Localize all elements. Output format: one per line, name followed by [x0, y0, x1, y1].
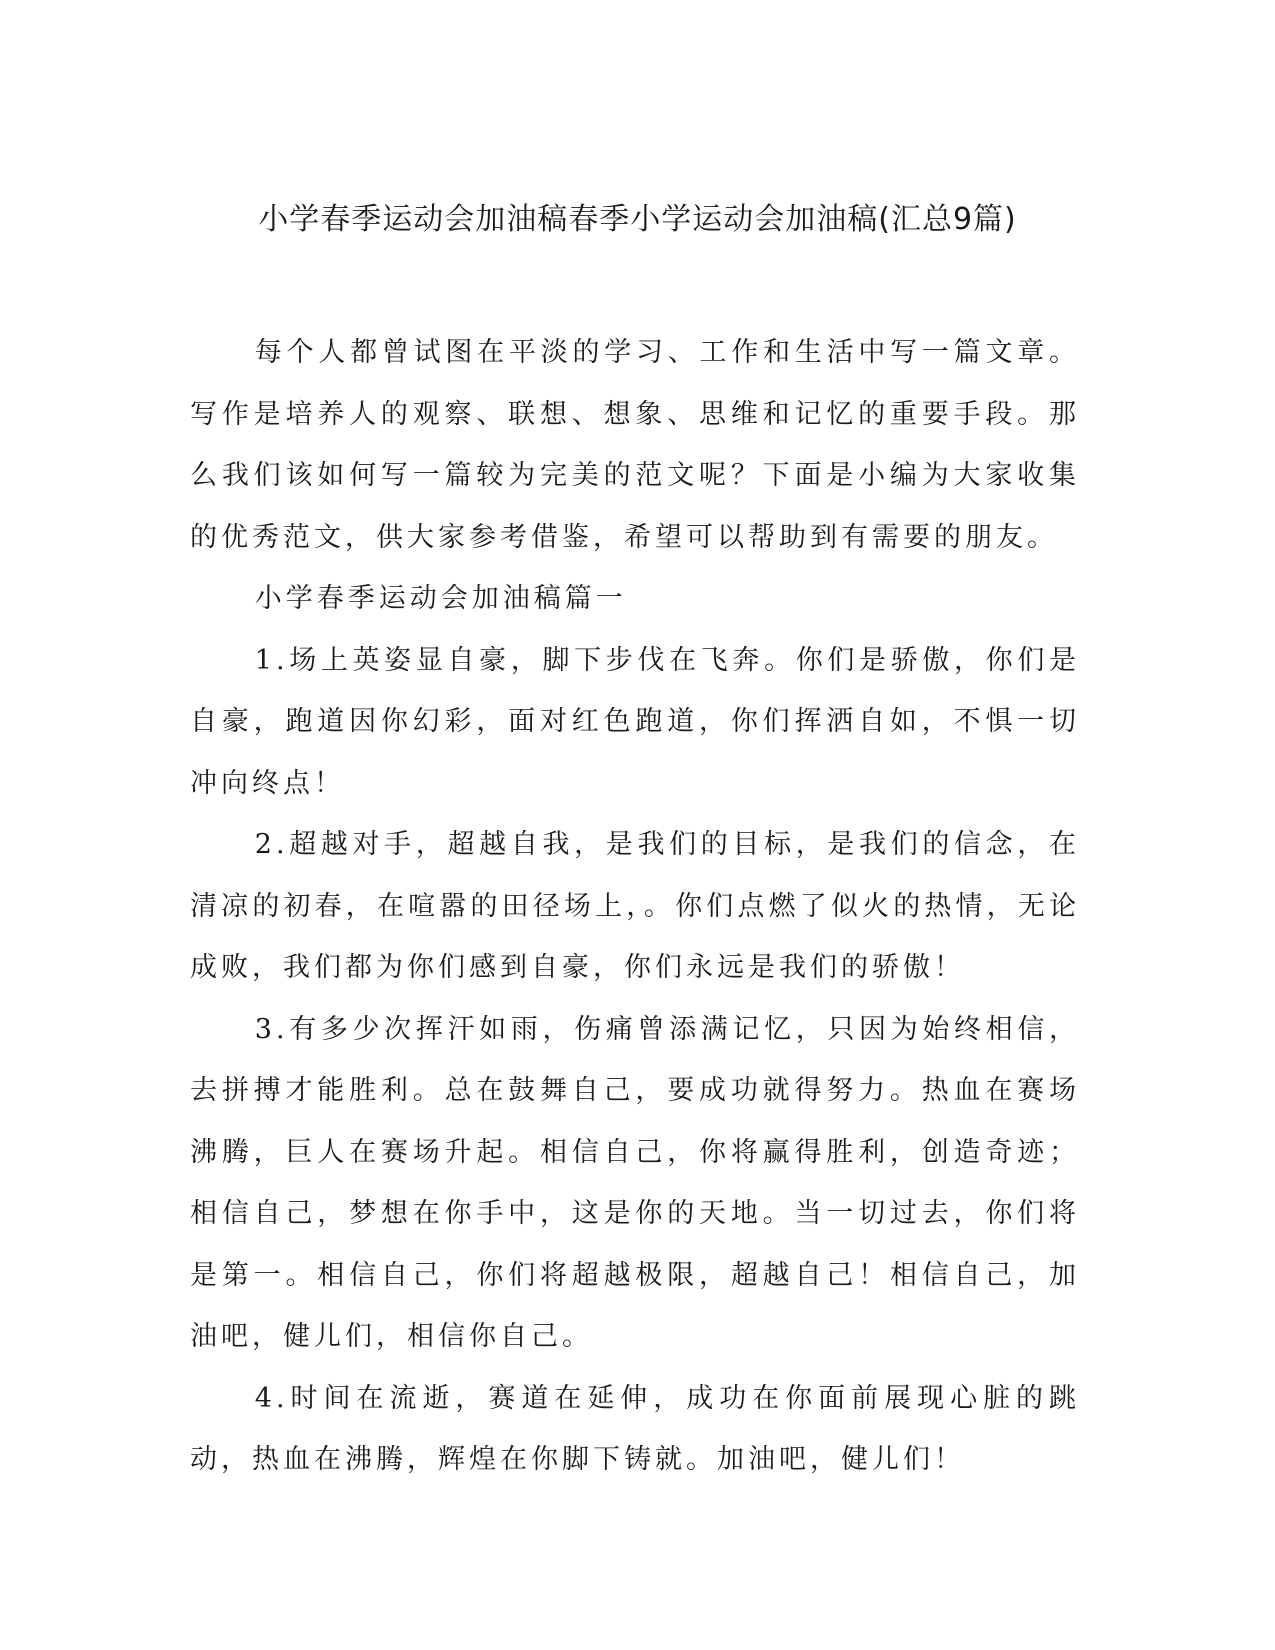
section-heading: 小学春季运动会加油稿篇一 — [254, 583, 627, 614]
cheer-paragraph-3: 3.有多少次挥汗如雨，伤痛曾添满记忆，只因为始终相信，去拼搏才能胜利。总在鼓舞自己，要成功就得努力。热血在赛场沸腾，巨人在赛场升起。相信自己，你将赢得胜利，创造奇迹；相信自己，梦想在你手中，这是你的天地。当一切过去，你们将是第一。相信自己，你们将超越极限，超越自己！相信自己，加油吧，健儿们，相信你自己。 — [190, 1013, 1080, 1352]
document-title: 小学春季运动会加油稿春季小学运动会加油稿(汇总9篇) — [258, 202, 1017, 237]
intro-paragraph: 每个人都曾试图在平淡的学习、工作和生活中写一篇文章。写作是培养人的观察、联想、想象、思维和记忆的重要手段。那么我们该如何写一篇较为完美的范文呢？下面是小编为大家收集的优秀范文，供大家参考借鉴，希望可以帮助到有需要的朋友。 — [190, 337, 1080, 553]
document-body — [190, 322, 1080, 1491]
cheer-paragraph-2: 2.超越对手，超越自我，是我们的目标，是我们的信念，在清凉的初春，在喧嚣的田径场上，。你们点燃了似火的热情，无论成败，我们都为你们感到自豪，你们永远是我们的骄傲！ — [190, 829, 1080, 983]
cheer-paragraph-1: 1.场上英姿显自豪，脚下步伐在飞奔。你们是骄傲，你们是自豪，跑道因你幻彩，面对红色跑道，你们挥洒自如，不惧一切冲向终点！ — [190, 644, 1080, 799]
cheer-paragraph-4: 4.时间在流逝，赛道在延伸，成功在你面前展现心脏的跳动，热血在沸腾，辉煌在你脚下铸就。加油吧，健儿们！ — [190, 1382, 1080, 1475]
